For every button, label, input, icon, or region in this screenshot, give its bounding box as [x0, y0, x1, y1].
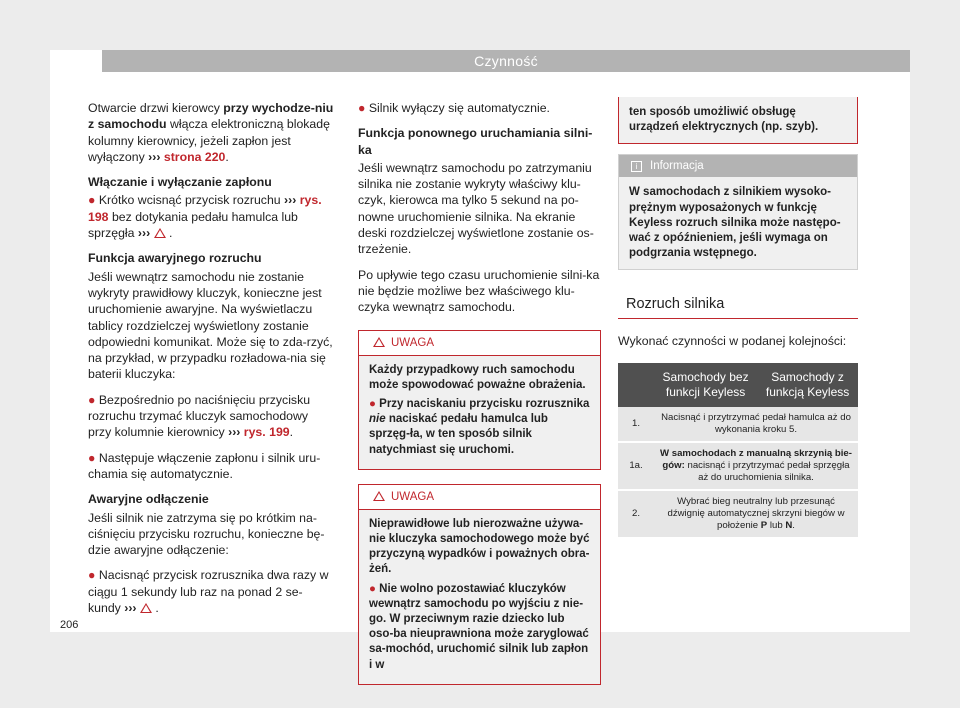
bullet-icon: ●: [88, 450, 96, 465]
step-number: 2.: [618, 491, 654, 539]
bullet-icon: ●: [88, 193, 96, 208]
subheading-ignition: Włączanie i wyłączanie zapłonu: [88, 175, 272, 190]
list-item: ● Następuje włączenie zapłonu i silnik uru-chamia się automatycznie.: [88, 450, 321, 481]
column-2: [358, 100, 601, 685]
step-text: Wybrać bieg neutralny lub przesunąć dźwignię automatycznej skrzyni biegów w położenie P lub N.: [654, 491, 858, 539]
ref-arrow: ›››: [148, 149, 161, 164]
list-item: ● Krótko wcisnąć przycisk rozruchu ››› rys. 198 bez dotykania pedału hamulca lub sprzęgła ››› .: [88, 193, 322, 241]
bullet-icon: ●: [369, 582, 376, 595]
subheading-emergency-off: Awaryjne odłączenie: [88, 492, 209, 507]
info-body: W samochodach z silnikiem wysoko-prężnym wyposażonych w funkcję Keyless rozruch silnika może następo-wać z opóźnieniem, jeśli wymaga on podgrzania wstępnego.: [619, 177, 857, 269]
warning-body: Nieprawidłowe lub nierozważne używa-nie kluczyka samochodowego może być przyczyną wypadków i poważnych obra-żeń. ● Nie wolno pozostawiać kluczyków wewnątrz samochodu po wyjściu z nie-go. W przeciwnym razie dziecko lub oso-ba nieuprawniona może zaryglować sa-mochód, uruchomić silnik lub zapłon i w: [359, 510, 600, 684]
list-item: ● Nacisnąć przycisk rozrusznika dwa razy w ciągu 1 sekundy lub raz na ponad 2 se-kundy ››› .: [88, 568, 329, 616]
ref-arrow: ›››: [137, 226, 151, 241]
figure-reference-link[interactable]: rys. 198: [88, 193, 322, 224]
warning-box: [358, 330, 601, 470]
warning-box: [358, 484, 601, 685]
info-box: [618, 154, 858, 270]
table-header-with-keyless: Samochody z funkcją Keyless: [757, 363, 858, 407]
warning-triangle-icon[interactable]: [154, 228, 166, 238]
ref-arrow: ›››: [124, 601, 137, 616]
warning-header: UWAGA: [359, 485, 600, 510]
paragraph-emergency-start: Jeśli wewnątrz samochodu nie zostanie wykryty prawidłowy kluczyk, konieczne jest uruchomienie awaryjne. Na wyświetlaczu tablicy rozdzielczej wyświetlony zostanie odpowiedni komunikat. Może się to zda-rzyć, na przykład, w przypadku rozładowa-nia się baterii kluczyka:: [88, 269, 333, 382]
table-header-row: [618, 363, 858, 407]
table-row: [618, 443, 858, 491]
bullet-icon: ●: [369, 397, 376, 410]
section-intro: Wykonać czynności w podanej kolejności:: [618, 333, 847, 348]
subheading-emergency-start: Funkcja awaryjnego rozruchu: [88, 251, 262, 266]
warning-triangle-icon[interactable]: [140, 603, 152, 613]
column-3: [618, 100, 858, 539]
warning-body: Każdy przypadkowy ruch samochodu może spowodować poważne obrażenia. ● Przy naciskaniu przycisku rozrusznika nie naciskać pedału hamulca lub sprzęg-ła, w ten sposób silnik natychmiast się uruchomi.: [359, 356, 600, 469]
info-icon: i: [631, 161, 642, 172]
figure-reference-link[interactable]: rys. 199: [240, 425, 290, 440]
section-title: Rozruch silnika: [618, 296, 858, 318]
warning-triangle-icon: [373, 337, 385, 347]
bullet-icon: ●: [88, 568, 96, 583]
table-row: [618, 491, 858, 539]
warning-box-continued: ten sposób umożliwić obsługę urządzeń elektrycznych (np. szyb).: [618, 97, 858, 144]
page-reference-link[interactable]: strona 220: [160, 149, 226, 164]
warning-header: UWAGA: [359, 331, 600, 356]
paragraph-restart: Jeśli wewnątrz samochodu po zatrzymaniu silnika nie zostanie wykryty właściwy klu-czyk, kierowca ma tylko 5 sekund na po-nowne uruchomienie silnika. Na ekranie deski rozdzielczej wyświetlone zostanie os-trzeżenie.: [358, 160, 594, 257]
manual-page: [50, 50, 910, 671]
steps-table: [618, 363, 858, 539]
table-header-without-keyless: Samochody bez funkcji Keyless: [654, 363, 757, 407]
step-number: 1.: [618, 407, 654, 443]
paragraph-emergency-off: Jeśli silnik nie zatrzyma się po krótkim na-ciśnięciu przycisku rozruchu, konieczne bę-dzie awaryjne odłączenie:: [88, 510, 325, 558]
ref-arrow: ›››: [284, 193, 297, 208]
warning-triangle-icon: [373, 491, 385, 501]
ref-arrow: ›››: [228, 425, 241, 440]
page-number: 206: [60, 619, 79, 631]
step-text: W samochodach z manualną skrzynią bie-gów: nacisnąć i przytrzymać pedał sprzęgła aż do uruchomienia silnika.: [654, 443, 858, 491]
list-item: ● Silnik wyłączy się automatycznie.: [358, 101, 550, 115]
bullet-icon: ●: [88, 392, 96, 407]
page-header: Czynność: [102, 50, 910, 72]
list-item: ● Bezpośrednio po naciśnięciu przycisku rozruchu trzymać kluczyk samochodowy przy kolumnie kierownicy ››› rys. 199.: [88, 392, 311, 440]
subheading-restart: Funkcja ponownego uruchamiania silni-ka: [358, 126, 593, 157]
step-text: Nacisnąć i przytrzymać pedał hamulca aż do wykonania kroku 5.: [654, 407, 858, 443]
table-row: [618, 407, 858, 443]
info-header: i Informacja: [619, 155, 857, 177]
column-1: [88, 100, 334, 625]
table-header-blank: [618, 363, 654, 407]
paragraph-restart-2: Po upływie tego czasu uruchomienie silni-ka nie będzie możliwe bez właściwego klu-czyka wewnątrz samochodu.: [358, 267, 600, 315]
step-number: 1a.: [618, 443, 654, 491]
paragraph-intro: Otwarcie drzwi kierowcy przy wychodze-niu z samochodu włącza elektroniczną blokadę kolumny kierownicy, jeżeli zapłon jest wyłączony ››› strona 220.: [88, 101, 334, 164]
bullet-icon: ●: [358, 101, 366, 115]
